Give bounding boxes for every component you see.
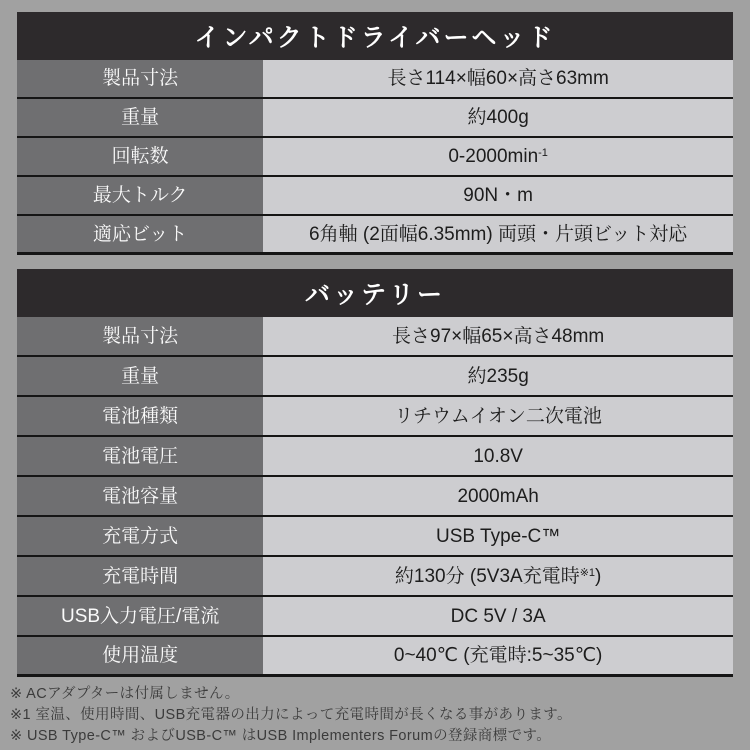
spec-row-usb-input xyxy=(17,597,733,637)
footnote-trademark: ※ USB Type-C™ およびUSB-C™ はUSB Implementers Forumの登録商標です。 xyxy=(10,728,552,744)
spec-label: 電池電圧 xyxy=(17,437,263,475)
section-title-impact-driver-head: インパクトドライバーヘッド xyxy=(17,12,733,60)
spec-row-charging-method xyxy=(17,517,733,557)
spec-label: 使用温度 xyxy=(17,637,263,674)
spec-value: 90N・m xyxy=(263,177,733,214)
spec-value: リチウムイオン二次電池 xyxy=(263,397,733,435)
spec-label: USB入力電圧/電流 xyxy=(17,597,263,635)
battery-table xyxy=(17,269,733,677)
spec-label: 最大トルク xyxy=(17,177,263,214)
spec-value: 約235g xyxy=(263,357,733,395)
spec-row-max-torque xyxy=(17,177,733,216)
spec-label: 充電時間 xyxy=(17,557,263,595)
spec-row-weight xyxy=(17,99,733,138)
spec-row-operating-temperature xyxy=(17,637,733,677)
spec-row-compatible-bits xyxy=(17,216,733,255)
spec-label: 電池容量 xyxy=(17,477,263,515)
spec-row-dimensions xyxy=(17,317,733,357)
spec-row-charging-time xyxy=(17,557,733,597)
spec-row-battery-capacity xyxy=(17,477,733,517)
spec-value: DC 5V / 3A xyxy=(263,597,733,635)
spec-label: 重量 xyxy=(17,99,263,136)
spec-row-dimensions xyxy=(17,60,733,99)
spec-label: 適応ビット xyxy=(17,216,263,252)
spec-value: 約400g xyxy=(263,99,733,136)
spec-label: 回転数 xyxy=(17,138,263,175)
spec-value: 長さ97×幅65×高さ48mm xyxy=(263,317,733,355)
spec-label: 電池種類 xyxy=(17,397,263,435)
superscript: ※1 xyxy=(579,566,596,579)
footnotes xyxy=(10,684,740,747)
spec-value: 0-2000min $^{-1}$ xyxy=(263,138,733,175)
spec-value: 6角軸 (2面幅6.35mm) 両頭・片頭ビット対応 xyxy=(263,216,733,252)
spec-value: 10.8V xyxy=(263,437,733,475)
spec-label: 製品寸法 xyxy=(17,60,263,97)
superscript: -1 xyxy=(538,147,548,159)
spec-label: 製品寸法 xyxy=(17,317,263,355)
spec-value: 約130分 (5V3A充電時 $^{※1}$ ) xyxy=(263,557,733,595)
footnote-charging-time: ※1 室温、使用時間、USB充電器の出力によって充電時間が長くなる事があります。 xyxy=(10,707,572,723)
spec-row-weight xyxy=(17,357,733,397)
spec-value: 長さ114×幅60×高さ63mm xyxy=(263,60,733,97)
spec-row-battery-voltage xyxy=(17,437,733,477)
spec-row-rotation-speed xyxy=(17,138,733,177)
footnote-ac-adapter: ※ ACアダプターは付属しません。 xyxy=(10,686,240,702)
spec-row-battery-type xyxy=(17,397,733,437)
spec-label: 重量 xyxy=(17,357,263,395)
section-title-battery: バッテリー xyxy=(17,269,733,317)
impact-driver-head-table xyxy=(17,12,733,255)
spec-value: 0~40℃ (充電時:5~35℃) xyxy=(263,637,733,674)
spec-value: USB Type-C™ xyxy=(263,517,733,555)
spec-label: 充電方式 xyxy=(17,517,263,555)
spec-value: 2000mAh xyxy=(263,477,733,515)
